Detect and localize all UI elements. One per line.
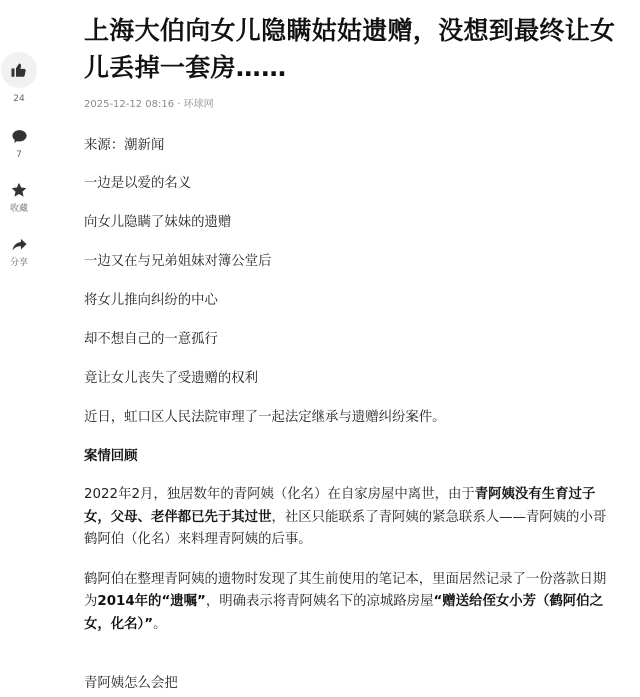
body-line: 将女儿推向纠纷的中心 <box>84 293 218 308</box>
case-paragraph-2 <box>84 569 614 637</box>
like-button[interactable] <box>0 52 38 105</box>
comment-button[interactable] <box>0 125 38 161</box>
share-button[interactable] <box>0 233 38 269</box>
thumbs-up-icon <box>10 61 28 79</box>
favorite-button[interactable] <box>0 179 38 215</box>
para2-bold-b: “赠送给侄女小芳（鹤阿伯之女，化名）” <box>84 594 603 632</box>
article <box>84 12 616 653</box>
para1-bold-a: 青阿姨没有生育过子女，父母、老伴都已先于其过世 <box>84 487 596 525</box>
para1-text-b: ，社区只能联系了青阿姨的紧急联系人——青阿姨的小哥鹤阿伯（化名）来料理青阿姨的后事。 <box>84 509 607 547</box>
comment-icon-box[interactable] <box>8 125 30 147</box>
body-line: 向女儿隐瞒了妹妹的遗赠 <box>84 215 232 230</box>
source-line: 来源：潮新闻 <box>84 138 165 153</box>
article-meta: 2025-12-12 08:16 · 环球网 <box>84 99 214 110</box>
body-line: 竟让女儿丧失了受遗赠的权利 <box>84 371 259 386</box>
case-paragraph-1 <box>84 484 614 552</box>
para2-text-c: 。 <box>153 616 167 632</box>
body-line: 一边是以爱的名义 <box>84 176 192 191</box>
para2-text-b: ，明确表示将青阿姨名下的凉城路房屋 <box>205 594 434 609</box>
action-rail <box>0 52 38 283</box>
body-line: 一边又在与兄弟姐妹对簿公堂后 <box>84 254 272 269</box>
star-icon <box>10 181 28 199</box>
section-heading: 案情回顾 <box>84 449 138 464</box>
share-icon-box[interactable] <box>8 233 30 255</box>
favorite-icon-box[interactable] <box>8 179 30 201</box>
para2-bold-a: 2014年的“遗嘱” <box>97 594 206 609</box>
comment-count: 7 <box>16 150 22 160</box>
like-count: 24 <box>13 94 25 104</box>
favorite-label: 收藏 <box>9 204 28 214</box>
article-title: 上海大伯向女儿隐瞒姑姑遗赠，没想到最终让女儿丢掉一套房…… <box>84 16 616 82</box>
share-icon <box>11 236 28 253</box>
like-icon-circle[interactable] <box>1 52 37 88</box>
share-label: 分享 <box>9 258 28 268</box>
para1-text-a: 2022年2月，独居数年的青阿姨（化名）在自家房屋中离世，由于 <box>84 487 475 502</box>
article-body <box>84 135 616 636</box>
body-line: 却不想自己的一意孤行 <box>84 332 218 347</box>
para2-text-a: 鹤阿伯在整理青阿姨的遗物时发现了其生前使用的笔记本，里面居然记录了一份落款日期为 <box>84 571 607 609</box>
body-line: 近日，虹口区人民法院审理了一起法定继承与遗赠纠纷案件。 <box>84 410 446 425</box>
partial-line: 青阿姨怎么会把 <box>84 676 178 691</box>
comment-icon <box>11 128 28 145</box>
